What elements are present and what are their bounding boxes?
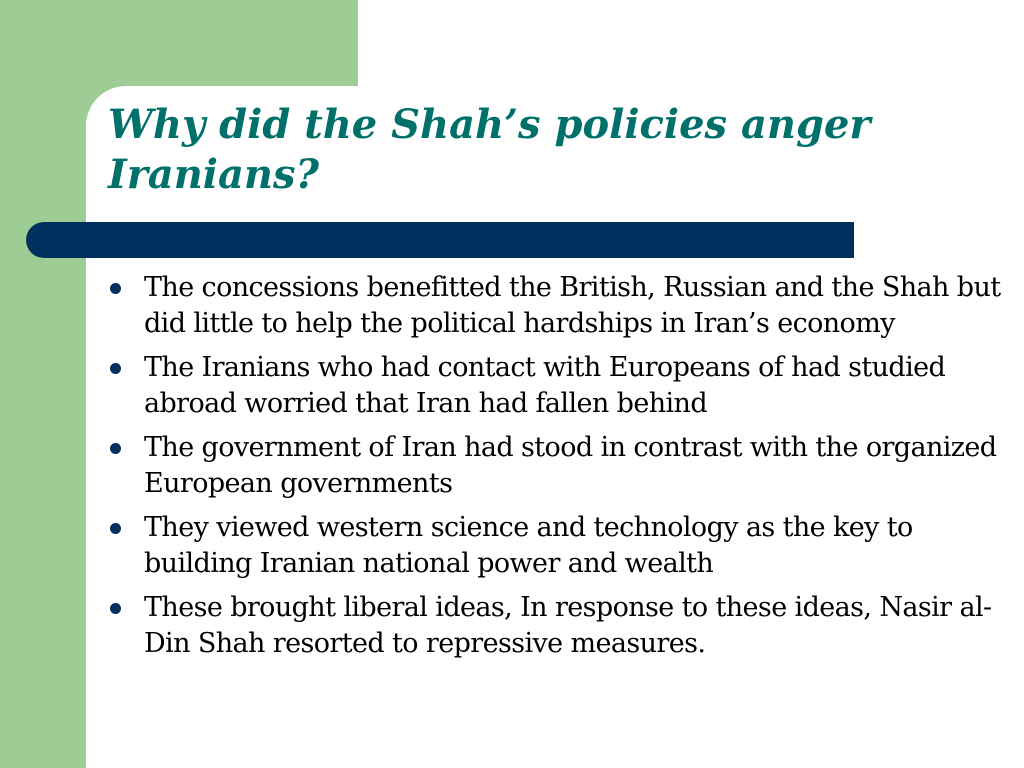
bullet-dot-icon bbox=[110, 363, 121, 374]
bullet-item bbox=[104, 270, 1016, 342]
bullet-dot-icon bbox=[110, 283, 121, 294]
bullet-dot-icon bbox=[110, 603, 121, 614]
bullet-text: They viewed western science and technology as the key to building Iranian national power and wealth bbox=[144, 512, 913, 579]
bullet-item bbox=[104, 350, 1016, 422]
slide-title: Why did the Shah’s policies anger Iranians? bbox=[108, 101, 871, 198]
bullet-list bbox=[104, 270, 1016, 670]
bullet-dot-icon bbox=[110, 443, 121, 454]
bullet-item bbox=[104, 590, 1016, 662]
bullet-text: The concessions benefitted the British, Russian and the Shah but did little to help the political hardships in Iran’s economy bbox=[144, 272, 1001, 339]
bullet-item bbox=[104, 430, 1016, 502]
title-underline-bar bbox=[26, 222, 854, 258]
bullet-text: The government of Iran had stood in contrast with the organized European governments bbox=[144, 432, 997, 499]
bullet-dot-icon bbox=[110, 523, 121, 534]
bullet-text: These brought liberal ideas, In response to these ideas, Nasir al-Din Shah resorted to repressive measures. bbox=[144, 592, 992, 659]
bullet-text: The Iranians who had contact with Europeans of had studied abroad worried that Iran had fallen behind bbox=[144, 352, 946, 419]
bullet-item bbox=[104, 510, 1016, 582]
